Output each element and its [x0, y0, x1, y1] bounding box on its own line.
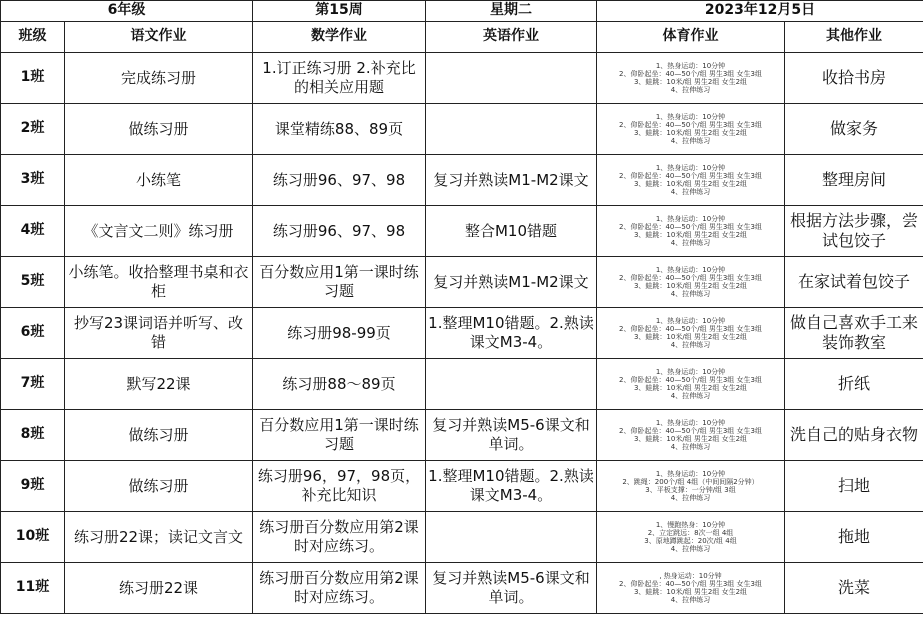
- class-cell: 6班: [1, 308, 65, 359]
- other-homework-cell: 在家试着包饺子: [785, 257, 923, 308]
- pe-line: 4、拉伸练习: [670, 545, 711, 554]
- pe-homework-cell: [597, 257, 785, 308]
- col-header-class: 班级: [1, 22, 65, 53]
- pe-homework-cell: [597, 206, 785, 257]
- pe-line: 1、热身运动：10分钟: [655, 61, 726, 70]
- english-homework-cell: 复习并熟读M1-M2课文: [426, 257, 597, 308]
- col-header-math: 数学作业: [253, 22, 426, 53]
- english-homework-cell: 1.整理M10错题。2.熟读课文M3-4。: [426, 308, 597, 359]
- chinese-homework-cell: 完成练习册: [65, 53, 253, 104]
- date-cell: 2023年12月5日: [597, 1, 923, 22]
- english-homework-cell: [426, 359, 597, 410]
- class-cell: 4班: [1, 206, 65, 257]
- pe-line: 4、拉伸练习: [670, 341, 711, 350]
- pe-line: 3、蛙跳：10米/组 男生2组 女生2组: [633, 384, 748, 392]
- pe-line: 1、热身运动：10分钟: [655, 265, 726, 274]
- pe-line: 1、热身运动：10分钟: [655, 112, 726, 121]
- pe-line: 3、蛙跳：10米/组 男生2组 女生2组: [633, 78, 748, 86]
- class-cell: 5班: [1, 257, 65, 308]
- pe-line: 2、仰卧起坐：40—50个/组 男生3组 女生3组: [619, 222, 762, 231]
- pe-line: 3、蛙跳：10米/组 男生2组 女生2组: [633, 588, 748, 596]
- pe-line: 3、原地蹲跳起：20次/组 4组: [644, 537, 737, 545]
- math-homework-cell: 练习册百分数应用第2课时对应练习。: [253, 563, 426, 614]
- pe-line: 3、蛙跳：10米/组 男生2组 女生2组: [633, 435, 748, 443]
- english-homework-cell: 整合M10错题: [426, 206, 597, 257]
- pe-line: 4、拉伸练习: [670, 137, 711, 146]
- math-homework-cell: 1.订正练习册 2.补充比的相关应用题: [253, 53, 426, 104]
- pe-line: 3、蛙跳：10米/组 男生2组 女生2组: [633, 333, 748, 341]
- column-header-row: [1, 22, 923, 53]
- english-homework-cell: 复习并熟读M5-6课文和单词。: [426, 410, 597, 461]
- class-cell: 1班: [1, 53, 65, 104]
- pe-homework-cell: [597, 461, 785, 512]
- class-cell: 11班: [1, 563, 65, 614]
- english-homework-cell: 复习并熟读M5-6课文和单词。: [426, 563, 597, 614]
- pe-line: 3、蛙跳：10米/组 男生2组 女生2组: [633, 282, 748, 290]
- math-homework-cell: 练习册88～89页: [253, 359, 426, 410]
- math-homework-cell: 练习册96，97，98页，补充比知识: [253, 461, 426, 512]
- other-homework-cell: 根据方法步骤，尝试包饺子: [785, 206, 923, 257]
- pe-line: 3、平板支撑：一分钟/组 3组: [645, 486, 736, 494]
- pe-line: 3、蛙跳：10米/组 男生2组 女生2组: [633, 180, 748, 188]
- pe-homework-cell: [597, 563, 785, 614]
- english-homework-cell: 1.整理M10错题。2.熟读课文M3-4。: [426, 461, 597, 512]
- pe-line: 4、拉伸练习: [670, 494, 711, 503]
- pe-line: 2、仰卧起坐：40—50个/组 男生3组 女生3组: [619, 375, 762, 384]
- table-row: [1, 206, 923, 257]
- other-homework-cell: 做自己喜欢手工来装饰教室: [785, 308, 923, 359]
- title-row: [1, 1, 923, 22]
- math-homework-cell: 课堂精练88、89页: [253, 104, 426, 155]
- pe-line: 2、立定跳远：8次一组 4组: [647, 528, 734, 537]
- other-homework-cell: 洗自己的贴身衣物: [785, 410, 923, 461]
- pe-line: 1、热身运动：10分钟: [655, 163, 726, 172]
- chinese-homework-cell: 默写22课: [65, 359, 253, 410]
- col-header-english: 英语作业: [426, 22, 597, 53]
- pe-line: 2、仰卧起坐：40—50个/组 男生3组 女生3组: [619, 120, 762, 129]
- chinese-homework-cell: 抄写23课词语并听写、改错: [65, 308, 253, 359]
- table-row: [1, 104, 923, 155]
- table-row: [1, 53, 923, 104]
- pe-line: 1、热身运动：10分钟: [655, 469, 726, 478]
- class-cell: 10班: [1, 512, 65, 563]
- pe-line: 2、仰卧起坐：40—50个/组 男生3组 女生3组: [619, 579, 762, 588]
- pe-line: 3、蛙跳：10米/组 男生2组 女生2组: [633, 231, 748, 239]
- pe-line: 1、热身运动：10分钟: [655, 214, 726, 223]
- chinese-homework-cell: 练习册22课；读记文言文: [65, 512, 253, 563]
- col-header-chinese: 语文作业: [65, 22, 253, 53]
- table-row: [1, 359, 923, 410]
- table-row: [1, 257, 923, 308]
- table-row: [1, 308, 923, 359]
- chinese-homework-cell: 练习册22课: [65, 563, 253, 614]
- class-cell: 8班: [1, 410, 65, 461]
- pe-line: 4、拉伸练习: [670, 86, 711, 95]
- chinese-homework-cell: 小练笔: [65, 155, 253, 206]
- grade-cell: 6年级: [1, 1, 253, 22]
- other-homework-cell: 整理房间: [785, 155, 923, 206]
- col-header-pe: 体育作业: [597, 22, 785, 53]
- table-row: [1, 410, 923, 461]
- pe-line: 4、拉伸练习: [670, 290, 711, 299]
- table-row: [1, 512, 923, 563]
- chinese-homework-cell: 小练笔。收拾整理书桌和衣柜: [65, 257, 253, 308]
- week-cell: 第15周: [253, 1, 426, 22]
- pe-line: 2、仰卧起坐：40—50个/组 男生3组 女生3组: [619, 69, 762, 78]
- other-homework-cell: 洗菜: [785, 563, 923, 614]
- class-cell: 7班: [1, 359, 65, 410]
- weekday-cell: 星期二: [426, 1, 597, 22]
- other-homework-cell: 拖地: [785, 512, 923, 563]
- english-homework-cell: [426, 53, 597, 104]
- pe-line: 1、热身运动：10分钟: [655, 316, 726, 325]
- pe-homework-cell: [597, 308, 785, 359]
- chinese-homework-cell: 做练习册: [65, 104, 253, 155]
- math-homework-cell: 练习册96、97、98: [253, 155, 426, 206]
- other-homework-cell: 扫地: [785, 461, 923, 512]
- other-homework-cell: 折纸: [785, 359, 923, 410]
- pe-line: 4、拉伸练习: [670, 392, 711, 401]
- class-cell: 9班: [1, 461, 65, 512]
- pe-line: 2、跳绳：200个/组 4组（中间间隔2分钟）: [622, 477, 759, 486]
- english-homework-cell: [426, 104, 597, 155]
- pe-line: 4、拉伸练习: [670, 596, 711, 605]
- math-homework-cell: 练习册98-99页: [253, 308, 426, 359]
- english-homework-cell: [426, 512, 597, 563]
- pe-homework-cell: [597, 53, 785, 104]
- class-cell: 2班: [1, 104, 65, 155]
- pe-homework-cell: [597, 104, 785, 155]
- table-row: [1, 155, 923, 206]
- math-homework-cell: 练习册96、97、98: [253, 206, 426, 257]
- col-header-other: 其他作业: [785, 22, 923, 53]
- chinese-homework-cell: 《文言文二则》练习册: [65, 206, 253, 257]
- chinese-homework-cell: 做练习册: [65, 410, 253, 461]
- pe-line: 1、热身运动：10分钟: [655, 418, 726, 427]
- pe-homework-cell: [597, 512, 785, 563]
- math-homework-cell: 练习册百分数应用第2课时对应练习。: [253, 512, 426, 563]
- pe-line: 1、慢跑热身：10分钟: [655, 520, 726, 529]
- table-row: [1, 461, 923, 512]
- pe-line: 2、仰卧起坐：40—50个/组 男生3组 女生3组: [619, 426, 762, 435]
- class-cell: 3班: [1, 155, 65, 206]
- pe-line: 4、拉伸练习: [670, 239, 711, 248]
- pe-line: , 热身运动：10分钟: [659, 571, 722, 580]
- pe-line: 3、蛙跳：10米/组 男生2组 女生2组: [633, 129, 748, 137]
- table-row: [1, 563, 923, 614]
- math-homework-cell: 百分数应用1第一课时练习题: [253, 410, 426, 461]
- math-homework-cell: 百分数应用1第一课时练习题: [253, 257, 426, 308]
- other-homework-cell: 收拾书房: [785, 53, 923, 104]
- other-homework-cell: 做家务: [785, 104, 923, 155]
- pe-line: 2、仰卧起坐：40—50个/组 男生3组 女生3组: [619, 273, 762, 282]
- chinese-homework-cell: 做练习册: [65, 461, 253, 512]
- pe-line: 4、拉伸练习: [670, 443, 711, 452]
- pe-homework-cell: [597, 155, 785, 206]
- pe-line: 2、仰卧起坐：40—50个/组 男生3组 女生3组: [619, 171, 762, 180]
- pe-homework-cell: [597, 359, 785, 410]
- pe-homework-cell: [597, 410, 785, 461]
- pe-line: 4、拉伸练习: [670, 188, 711, 197]
- english-homework-cell: 复习并熟读M1-M2课文: [426, 155, 597, 206]
- pe-line: 1、热身运动：10分钟: [655, 367, 726, 376]
- pe-line: 2、仰卧起坐：40—50个/组 男生3组 女生3组: [619, 324, 762, 333]
